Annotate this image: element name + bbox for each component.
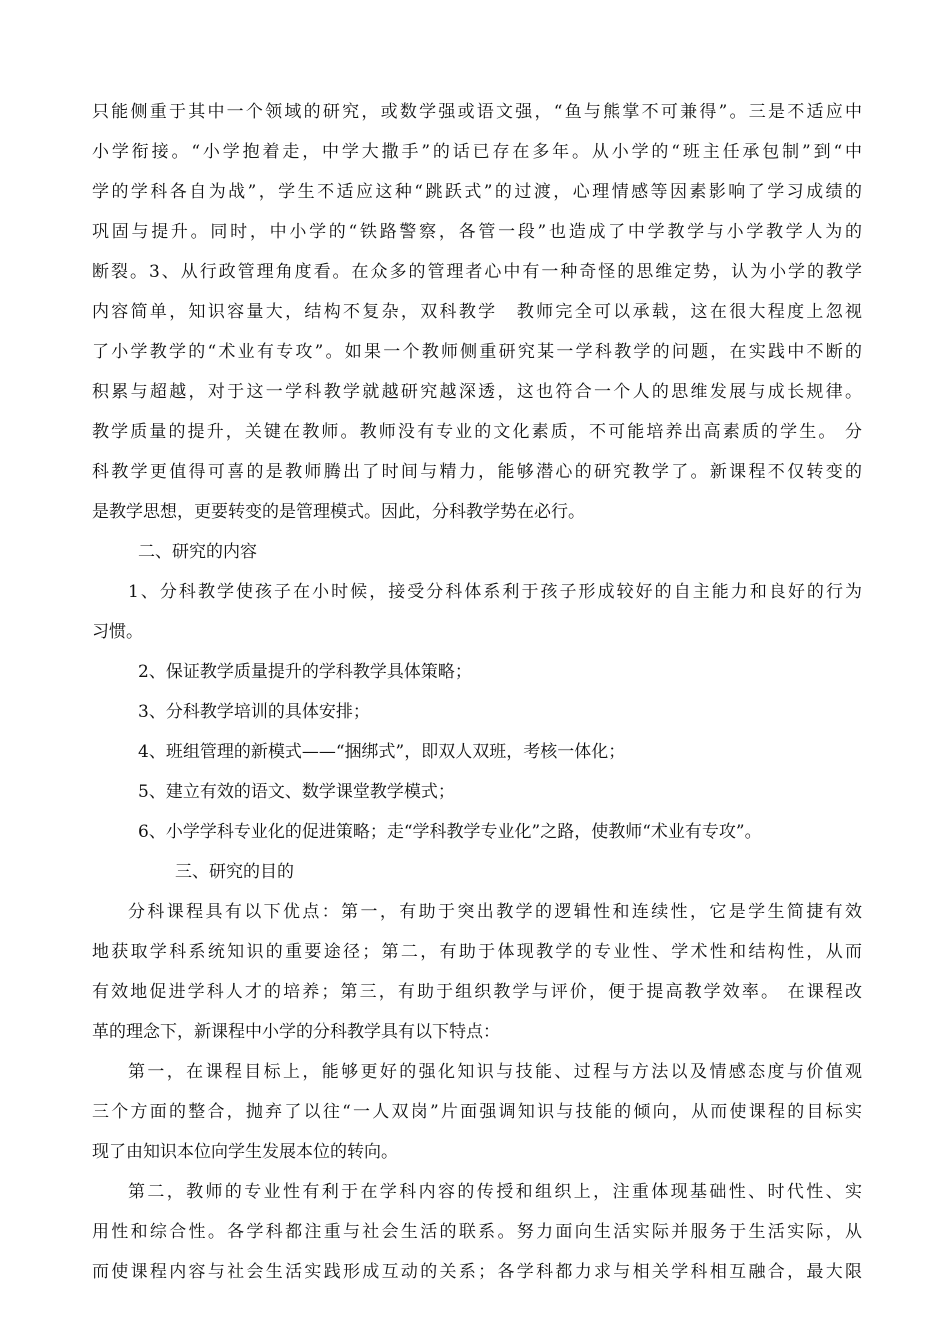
body-line-7: 了小学教学的“术业有专攻”。如果一个教师侧重研究某一学科教学的问题，在实践中不断的	[92, 342, 862, 362]
body-line-21: 而使课程内容与社会生活实践形成互动的关系；各学科都力求与相关学科相互融合，最大限	[92, 1262, 862, 1282]
body-line-5: 断裂。3、从行政管理角度看。在众多的管理者心中有一种奇怪的思维定势，认为小学的教学	[92, 262, 862, 282]
body-line-9: 教学质量的提升，关键在教师。教师没有专业的文化素质，不可能培养出高素质的学生。 分	[92, 422, 862, 442]
section-heading-purpose: 三、研究的目的	[175, 862, 294, 882]
body-line-1: 只能侧重于其中一个领域的研究，或数学强或语文强，“鱼与熊掌不可兼得”。三是不适应中	[92, 102, 862, 122]
body-line-8: 积累与超越，对于这一学科教学就越研究越深透，这也符合一个人的思维发展与成长规律。	[92, 382, 862, 402]
section-heading-content: 二、研究的内容	[138, 542, 257, 562]
body-line-17: 三个方面的整合，抛弃了以往“一人双岗”片面强调知识与技能的倾向，从而使课程的目标实	[92, 1102, 862, 1122]
body-line-3: 学的学科各自为战”，学生不适应这种“跳跃式”的过渡，心理情感等因素影响了学习成绩的	[92, 182, 862, 202]
body-line-4: 巩固与提升。同时，中小学的“铁路警察，各管一段”也造成了中学教学与小学教学人为的	[92, 222, 862, 242]
body-line-11: 是教学思想，更要转变的是管理模式。因此，分科教学势在必行。	[92, 502, 585, 522]
body-line-20: 用性和综合性。各学科都注重与社会生活的联系。努力面向生活实际并服务于生活实际，从	[92, 1222, 862, 1242]
list-item-6: 6、小学学科专业化的促进策略；走“学科教学专业化”之路，使教师“术业有专攻”。	[138, 822, 762, 842]
body-line-16: 第一，在课程目标上，能够更好的强化知识与技能、过程与方法以及情感态度与价值观	[128, 1062, 862, 1082]
list-item-4: 4、班组管理的新模式——“捆绑式”，即双人双班，考核一体化；	[138, 742, 626, 762]
list-item-2: 2、保证教学质量提升的学科教学具体策略；	[138, 662, 472, 682]
body-line-12: 分科课程具有以下优点：第一，有助于突出教学的逻辑性和连续性，它是学生简捷有效	[128, 902, 862, 922]
body-line-18: 现了由知识本位向学生发展本位的转向。	[92, 1142, 398, 1162]
list-item-5: 5、建立有效的语文、数学课堂教学模式；	[138, 782, 455, 802]
list-item-1: 1、分科教学使孩子在小时候，接受分科体系利于孩子形成较好的自主能力和良好的行为	[128, 582, 862, 602]
body-line-14: 有效地促进学科人才的培养；第三，有助于组织教学与评价，便于提高教学效率。 在课程改	[92, 982, 862, 1002]
body-line-19: 第二，教师的专业性有利于在学科内容的传授和组织上，注重体现基础性、时代性、实	[128, 1182, 862, 1202]
list-item-3: 3、分科教学培训的具体安排；	[138, 702, 370, 722]
body-line-15: 革的理念下，新课程中小学的分科教学具有以下特点：	[92, 1022, 500, 1042]
body-line-13: 地获取学科系统知识的重要途径；第二，有助于体现教学的专业性、学术性和结构性，从而	[92, 942, 862, 962]
list-item-1-cont: 习惯。	[92, 622, 143, 642]
body-line-10: 科教学更值得可喜的是教师腾出了时间与精力，能够潜心的研究教学了。新课程不仅转变的	[92, 462, 862, 482]
body-line-2: 小学衔接。“小学抱着走，中学大撒手”的话已存在多年。从小学的“班主任承包制”到“中	[92, 142, 862, 162]
body-line-6: 内容简单，知识容量大，结构不复杂，双科教学 教师完全可以承载，这在很大程度上忽视	[92, 302, 862, 322]
